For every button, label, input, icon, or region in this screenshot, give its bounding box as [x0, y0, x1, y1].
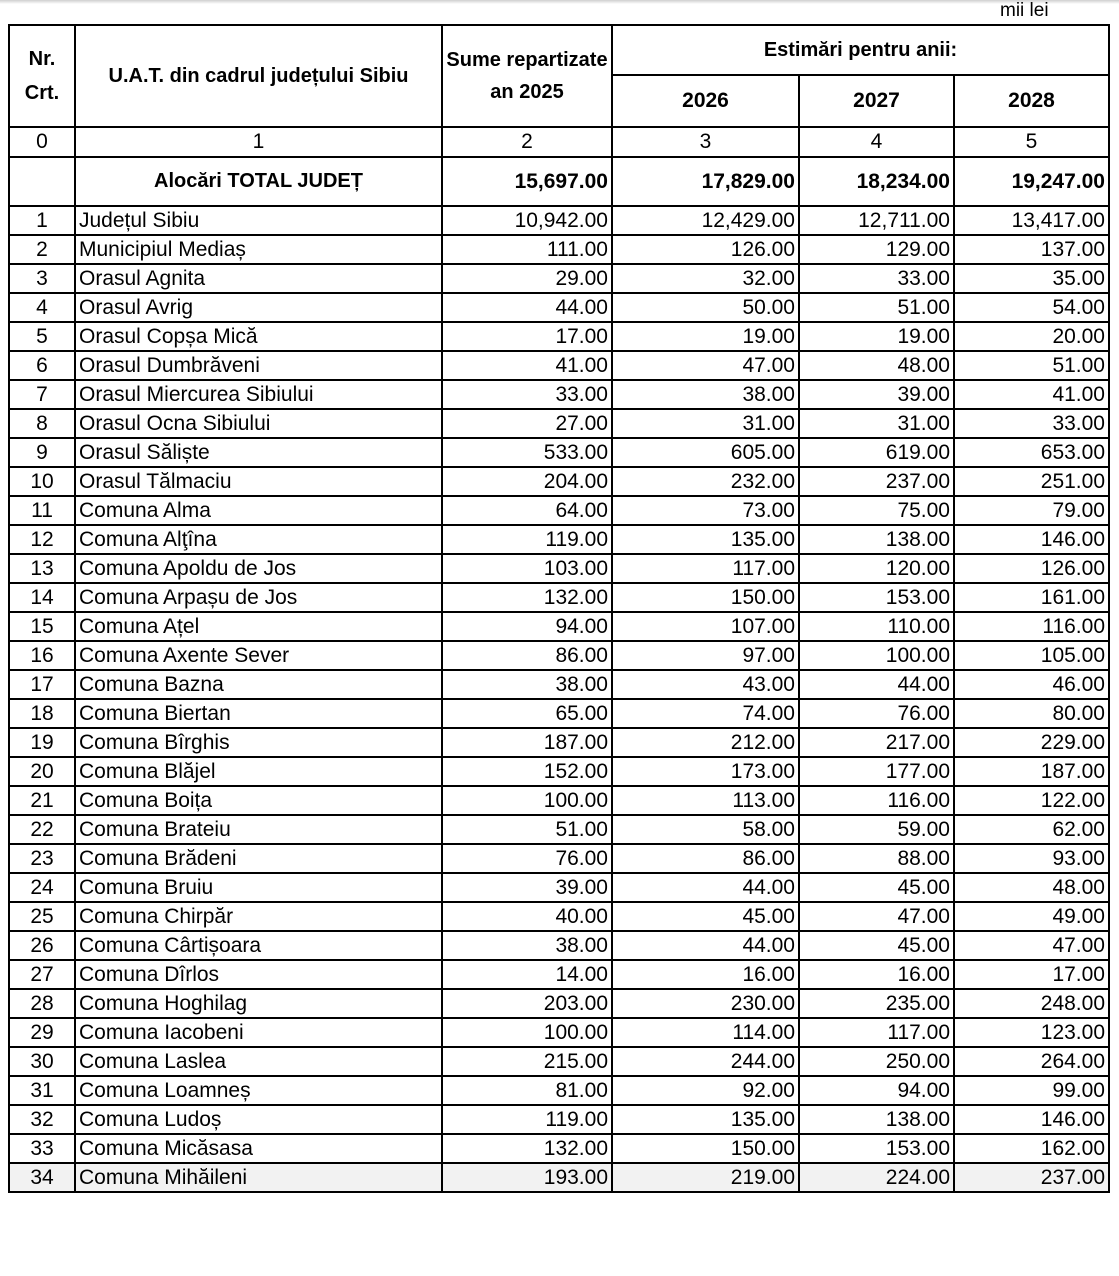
amount-cell: 117.00: [612, 554, 799, 583]
row-number: 4: [9, 293, 75, 322]
index-cell: 0: [9, 127, 75, 157]
uat-name: Orasul Dumbrăveni: [75, 351, 442, 380]
table-row: [9, 554, 1109, 583]
uat-name: Comuna Alţîna: [75, 525, 442, 554]
index-cell: 2: [442, 127, 612, 157]
uat-name: Comuna Micăsasa: [75, 1134, 442, 1163]
uat-name: Orasul Copșa Mică: [75, 322, 442, 351]
amount-cell: 229.00: [954, 728, 1109, 757]
table-row: [9, 873, 1109, 902]
amount-cell: 31.00: [612, 409, 799, 438]
uat-name: Comuna Cârtișoara: [75, 931, 442, 960]
table-row: [9, 670, 1109, 699]
uat-name: Municipiul Mediaș: [75, 235, 442, 264]
row-number: 3: [9, 264, 75, 293]
allocation-table: [8, 24, 1110, 1193]
table-row: [9, 1163, 1109, 1192]
amount-cell: 79.00: [954, 496, 1109, 525]
amount-cell: 250.00: [799, 1047, 954, 1076]
column-index-row: [9, 127, 1109, 157]
header-year-2027: 2027: [799, 75, 954, 127]
uat-name: Orasul Ocna Sibiului: [75, 409, 442, 438]
amount-cell: 217.00: [799, 728, 954, 757]
amount-cell: 187.00: [442, 728, 612, 757]
row-number: 7: [9, 380, 75, 409]
row-number: 27: [9, 960, 75, 989]
amount-cell: 51.00: [799, 293, 954, 322]
amount-cell: 100.00: [442, 786, 612, 815]
amount-cell: 122.00: [954, 786, 1109, 815]
amount-cell: 73.00: [612, 496, 799, 525]
amount-cell: 76.00: [442, 844, 612, 873]
table-row: [9, 757, 1109, 786]
table-row: [9, 525, 1109, 554]
uat-name: Județul Sibiu: [75, 206, 442, 235]
amount-cell: 59.00: [799, 815, 954, 844]
amount-cell: 92.00: [612, 1076, 799, 1105]
row-number: 25: [9, 902, 75, 931]
amount-cell: 45.00: [799, 873, 954, 902]
table-row: [9, 1076, 1109, 1105]
amount-cell: 120.00: [799, 554, 954, 583]
amount-cell: 129.00: [799, 235, 954, 264]
table-row: [9, 322, 1109, 351]
amount-cell: 29.00: [442, 264, 612, 293]
amount-cell: 44.00: [442, 293, 612, 322]
amount-cell: 114.00: [612, 1018, 799, 1047]
amount-cell: 86.00: [442, 641, 612, 670]
uat-name: Orasul Miercurea Sibiului: [75, 380, 442, 409]
table-row: [9, 641, 1109, 670]
amount-cell: 17.00: [954, 960, 1109, 989]
amount-cell: 224.00: [799, 1163, 954, 1192]
row-number: 23: [9, 844, 75, 873]
amount-cell: 146.00: [954, 525, 1109, 554]
amount-cell: 97.00: [612, 641, 799, 670]
amount-cell: 132.00: [442, 583, 612, 612]
uat-name: Comuna Iacobeni: [75, 1018, 442, 1047]
row-number: 1: [9, 206, 75, 235]
amount-cell: 51.00: [954, 351, 1109, 380]
amount-cell: 48.00: [954, 873, 1109, 902]
amount-cell: 177.00: [799, 757, 954, 786]
top-edge-shadow: [0, 0, 1119, 4]
amount-cell: 251.00: [954, 467, 1109, 496]
amount-cell: 45.00: [612, 902, 799, 931]
row-number: 10: [9, 467, 75, 496]
amount-cell: 33.00: [442, 380, 612, 409]
uat-name: Comuna Alma: [75, 496, 442, 525]
amount-cell: 86.00: [612, 844, 799, 873]
amount-cell: 33.00: [954, 409, 1109, 438]
amount-cell: 110.00: [799, 612, 954, 641]
table-row: [9, 235, 1109, 264]
amount-cell: 653.00: [954, 438, 1109, 467]
uat-name: Comuna Axente Sever: [75, 641, 442, 670]
row-number: 13: [9, 554, 75, 583]
uat-name: Comuna Arpașu de Jos: [75, 583, 442, 612]
amount-cell: 135.00: [612, 1105, 799, 1134]
row-number: 11: [9, 496, 75, 525]
table-row: [9, 844, 1109, 873]
amount-cell: 137.00: [954, 235, 1109, 264]
total-value: 19,247.00: [954, 157, 1109, 206]
amount-cell: 173.00: [612, 757, 799, 786]
row-number: 28: [9, 989, 75, 1018]
amount-cell: 65.00: [442, 699, 612, 728]
table-row: [9, 264, 1109, 293]
amount-cell: 152.00: [442, 757, 612, 786]
amount-cell: 17.00: [442, 322, 612, 351]
row-number: 12: [9, 525, 75, 554]
table-row: [9, 786, 1109, 815]
amount-cell: 12,429.00: [612, 206, 799, 235]
amount-cell: 49.00: [954, 902, 1109, 931]
amount-cell: 16.00: [612, 960, 799, 989]
row-number: 17: [9, 670, 75, 699]
amount-cell: 116.00: [954, 612, 1109, 641]
table-row: [9, 583, 1109, 612]
amount-cell: 215.00: [442, 1047, 612, 1076]
table-row: [9, 380, 1109, 409]
amount-cell: 94.00: [799, 1076, 954, 1105]
amount-cell: 113.00: [612, 786, 799, 815]
amount-cell: 64.00: [442, 496, 612, 525]
amount-cell: 126.00: [612, 235, 799, 264]
uat-name: Orasul Avrig: [75, 293, 442, 322]
amount-cell: 100.00: [442, 1018, 612, 1047]
uat-name: Comuna Hoghilag: [75, 989, 442, 1018]
table-row: [9, 409, 1109, 438]
amount-cell: 237.00: [799, 467, 954, 496]
amount-cell: 146.00: [954, 1105, 1109, 1134]
row-number: 30: [9, 1047, 75, 1076]
row-number: 21: [9, 786, 75, 815]
amount-cell: 99.00: [954, 1076, 1109, 1105]
amount-cell: 204.00: [442, 467, 612, 496]
amount-cell: 54.00: [954, 293, 1109, 322]
table-row: [9, 902, 1109, 931]
uat-name: Comuna Bîrghis: [75, 728, 442, 757]
amount-cell: 264.00: [954, 1047, 1109, 1076]
amount-cell: 93.00: [954, 844, 1109, 873]
uat-name: Comuna Loamneș: [75, 1076, 442, 1105]
amount-cell: 43.00: [612, 670, 799, 699]
amount-cell: 38.00: [442, 931, 612, 960]
amount-cell: 33.00: [799, 264, 954, 293]
table-row: [9, 496, 1109, 525]
row-number: 6: [9, 351, 75, 380]
total-row: [9, 157, 1109, 206]
amount-cell: 46.00: [954, 670, 1109, 699]
uat-name: Comuna Dîrlos: [75, 960, 442, 989]
amount-cell: 44.00: [612, 931, 799, 960]
amount-cell: 47.00: [612, 351, 799, 380]
amount-cell: 230.00: [612, 989, 799, 1018]
amount-cell: 232.00: [612, 467, 799, 496]
amount-cell: 103.00: [442, 554, 612, 583]
row-number: 15: [9, 612, 75, 641]
amount-cell: 107.00: [612, 612, 799, 641]
table-row: [9, 989, 1109, 1018]
amount-cell: 75.00: [799, 496, 954, 525]
amount-cell: 138.00: [799, 525, 954, 554]
total-value: 17,829.00: [612, 157, 799, 206]
table-row: [9, 206, 1109, 235]
amount-cell: 19.00: [612, 322, 799, 351]
table-row: [9, 438, 1109, 467]
amount-cell: 235.00: [799, 989, 954, 1018]
total-value: 18,234.00: [799, 157, 954, 206]
index-cell: 1: [75, 127, 442, 157]
amount-cell: 162.00: [954, 1134, 1109, 1163]
amount-cell: 117.00: [799, 1018, 954, 1047]
header-year-2026: 2026: [612, 75, 799, 127]
header-nr-crt: Nr. Crt.: [9, 25, 75, 127]
amount-cell: 41.00: [442, 351, 612, 380]
table-row: [9, 467, 1109, 496]
row-number: 19: [9, 728, 75, 757]
unit-label: mii lei: [1000, 0, 1049, 21]
uat-name: Orasul Agnita: [75, 264, 442, 293]
total-label: Alocări TOTAL JUDEȚ: [75, 157, 442, 206]
amount-cell: 187.00: [954, 757, 1109, 786]
uat-name: Comuna Biertan: [75, 699, 442, 728]
amount-cell: 150.00: [612, 583, 799, 612]
table-row: [9, 728, 1109, 757]
uat-name: Comuna Ațel: [75, 612, 442, 641]
table-row: [9, 1047, 1109, 1076]
amount-cell: 50.00: [612, 293, 799, 322]
amount-cell: 35.00: [954, 264, 1109, 293]
header-year-2028: 2028: [954, 75, 1109, 127]
row-number: 34: [9, 1163, 75, 1192]
amount-cell: 203.00: [442, 989, 612, 1018]
header-uat: U.A.T. din cadrul județului Sibiu: [75, 25, 442, 127]
amount-cell: 14.00: [442, 960, 612, 989]
index-cell: 3: [612, 127, 799, 157]
uat-name: Comuna Mihăileni: [75, 1163, 442, 1192]
amount-cell: 20.00: [954, 322, 1109, 351]
amount-cell: 41.00: [954, 380, 1109, 409]
header-estimari: Estimări pentru anii:: [612, 25, 1109, 75]
amount-cell: 16.00: [799, 960, 954, 989]
amount-cell: 44.00: [799, 670, 954, 699]
row-number: 9: [9, 438, 75, 467]
amount-cell: 619.00: [799, 438, 954, 467]
amount-cell: 47.00: [954, 931, 1109, 960]
amount-cell: 45.00: [799, 931, 954, 960]
amount-cell: 193.00: [442, 1163, 612, 1192]
table-row: [9, 699, 1109, 728]
amount-cell: 119.00: [442, 1105, 612, 1134]
amount-cell: 153.00: [799, 1134, 954, 1163]
uat-name: Comuna Bruiu: [75, 873, 442, 902]
amount-cell: 80.00: [954, 699, 1109, 728]
amount-cell: 153.00: [799, 583, 954, 612]
row-number: 2: [9, 235, 75, 264]
row-number: 31: [9, 1076, 75, 1105]
table-row: [9, 1018, 1109, 1047]
row-number: 8: [9, 409, 75, 438]
row-number: 33: [9, 1134, 75, 1163]
amount-cell: 12,711.00: [799, 206, 954, 235]
amount-cell: 48.00: [799, 351, 954, 380]
amount-cell: 31.00: [799, 409, 954, 438]
row-number: 16: [9, 641, 75, 670]
table-row: [9, 960, 1109, 989]
amount-cell: 44.00: [612, 873, 799, 902]
row-number: 18: [9, 699, 75, 728]
row-number: 5: [9, 322, 75, 351]
row-number: 22: [9, 815, 75, 844]
amount-cell: 111.00: [442, 235, 612, 264]
table-row: [9, 815, 1109, 844]
row-number: 26: [9, 931, 75, 960]
uat-name: Comuna Ludoș: [75, 1105, 442, 1134]
amount-cell: 248.00: [954, 989, 1109, 1018]
index-cell: 4: [799, 127, 954, 157]
row-number: 14: [9, 583, 75, 612]
amount-cell: 116.00: [799, 786, 954, 815]
uat-name: Comuna Brateiu: [75, 815, 442, 844]
table-row: [9, 351, 1109, 380]
amount-cell: 62.00: [954, 815, 1109, 844]
row-number: 20: [9, 757, 75, 786]
amount-cell: 40.00: [442, 902, 612, 931]
uat-name: Comuna Laslea: [75, 1047, 442, 1076]
amount-cell: 88.00: [799, 844, 954, 873]
amount-cell: 123.00: [954, 1018, 1109, 1047]
amount-cell: 38.00: [612, 380, 799, 409]
amount-cell: 27.00: [442, 409, 612, 438]
uat-name: Comuna Brădeni: [75, 844, 442, 873]
row-number: 29: [9, 1018, 75, 1047]
amount-cell: 94.00: [442, 612, 612, 641]
amount-cell: 533.00: [442, 438, 612, 467]
amount-cell: 135.00: [612, 525, 799, 554]
amount-cell: 13,417.00: [954, 206, 1109, 235]
amount-cell: 100.00: [799, 641, 954, 670]
amount-cell: 150.00: [612, 1134, 799, 1163]
uat-name: Comuna Chirpăr: [75, 902, 442, 931]
uat-name: Comuna Apoldu de Jos: [75, 554, 442, 583]
amount-cell: 105.00: [954, 641, 1109, 670]
uat-name: Orasul Săliște: [75, 438, 442, 467]
amount-cell: 212.00: [612, 728, 799, 757]
amount-cell: 244.00: [612, 1047, 799, 1076]
table-row: [9, 931, 1109, 960]
amount-cell: 126.00: [954, 554, 1109, 583]
table-row: [9, 1134, 1109, 1163]
amount-cell: 76.00: [799, 699, 954, 728]
amount-cell: 81.00: [442, 1076, 612, 1105]
amount-cell: 47.00: [799, 902, 954, 931]
header-sume-2025: Sume repartizate an 2025: [442, 25, 612, 127]
index-cell: 5: [954, 127, 1109, 157]
amount-cell: 237.00: [954, 1163, 1109, 1192]
table-row: [9, 293, 1109, 322]
amount-cell: 605.00: [612, 438, 799, 467]
amount-cell: 51.00: [442, 815, 612, 844]
amount-cell: 219.00: [612, 1163, 799, 1192]
amount-cell: 38.00: [442, 670, 612, 699]
amount-cell: 58.00: [612, 815, 799, 844]
uat-name: Comuna Bazna: [75, 670, 442, 699]
amount-cell: 32.00: [612, 264, 799, 293]
amount-cell: 10,942.00: [442, 206, 612, 235]
amount-cell: 74.00: [612, 699, 799, 728]
table-row: [9, 612, 1109, 641]
amount-cell: 39.00: [799, 380, 954, 409]
uat-name: Comuna Boița: [75, 786, 442, 815]
amount-cell: 138.00: [799, 1105, 954, 1134]
row-number: 32: [9, 1105, 75, 1134]
amount-cell: 119.00: [442, 525, 612, 554]
table-row: [9, 1105, 1109, 1134]
uat-name: Comuna Blăjel: [75, 757, 442, 786]
amount-cell: 39.00: [442, 873, 612, 902]
row-number: 24: [9, 873, 75, 902]
amount-cell: 19.00: [799, 322, 954, 351]
amount-cell: 132.00: [442, 1134, 612, 1163]
uat-name: Orasul Tălmaciu: [75, 467, 442, 496]
amount-cell: 161.00: [954, 583, 1109, 612]
total-value: 15,697.00: [442, 157, 612, 206]
